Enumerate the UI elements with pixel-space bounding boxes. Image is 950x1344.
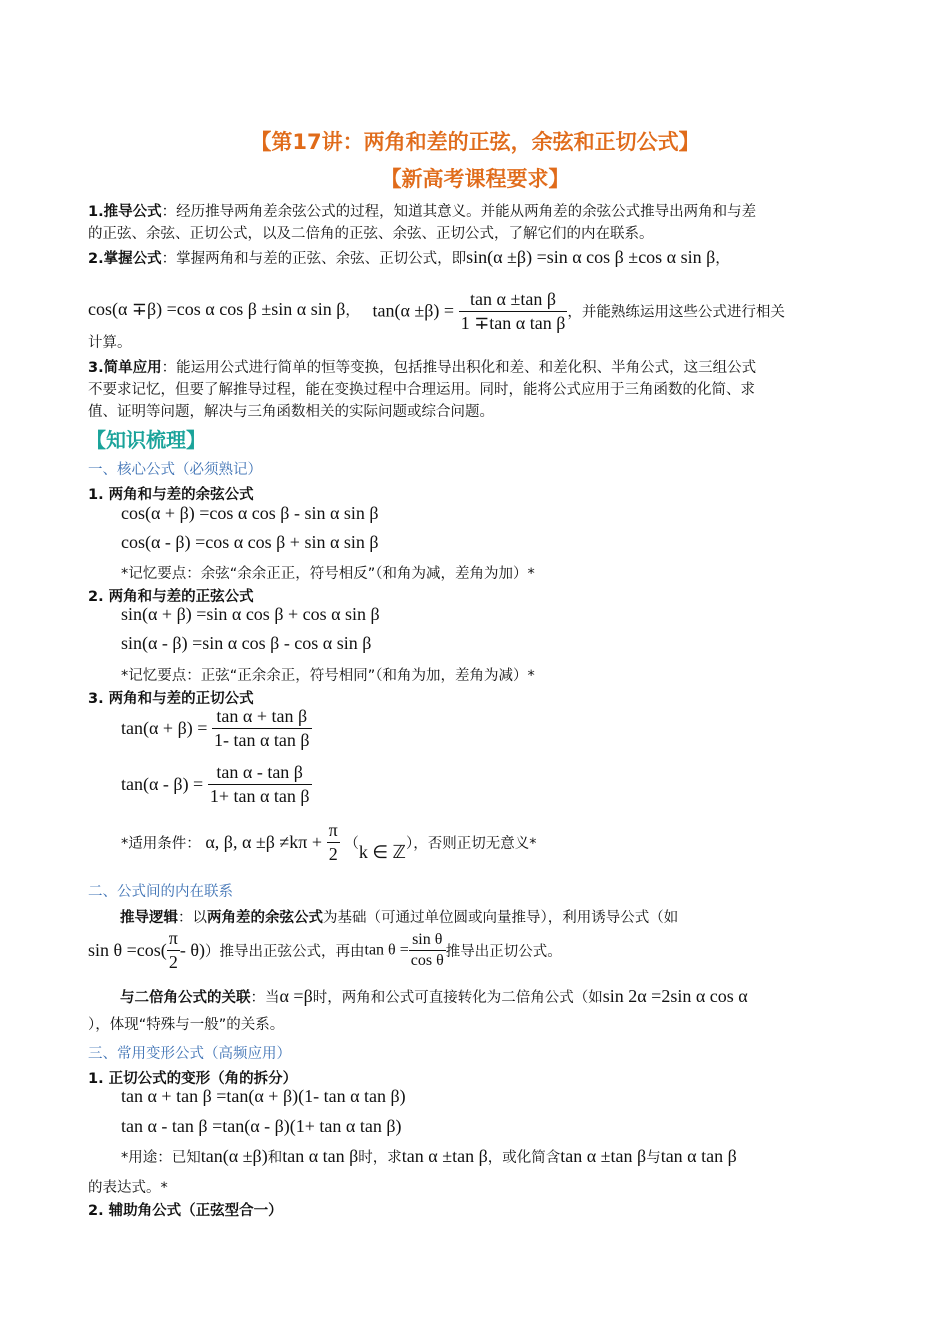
tan-condition-label: *适用条件：	[121, 836, 201, 852]
sin-double-angle: sin 2α =2sin α cos α	[602, 986, 748, 1006]
sin-over-cos	[409, 931, 446, 970]
req2-line2: cos(α ∓β) =cos α cos β ±sin α sin β， tan(α ±β) = $\frac{\text{tan α ±tan β}}{\text{1 ∓tan α tan β}}$ ，并能熟练运用这些公式进行相关	[88, 288, 785, 333]
sin-memory-note: *记忆要点：正弦“正余余正，符号相同”（和角为加，差角为减）*	[121, 668, 535, 684]
tan-usage-line1	[121, 1146, 737, 1167]
cos-diff-formula: cos(α - β) =cos α cos β + sin α sin β	[121, 532, 379, 552]
cos-sum-diff-formula: cos(α ∓β) =cos α cos β ±sin α sin β	[88, 299, 346, 319]
double-angle-line1	[120, 986, 748, 1007]
tan-diff-denominator: 1+ tan α tan β	[209, 786, 310, 806]
req2-line3: 计算。	[88, 335, 132, 351]
derivation-line1	[120, 906, 678, 927]
req1-line1	[88, 200, 756, 221]
req2-text2: ，并能熟练运用这些公式进行相关	[567, 304, 785, 321]
double-angle-line2: ），体现“特殊与一般”的关系。	[88, 1017, 285, 1033]
alpha-equals-beta: α =β	[279, 986, 313, 1006]
tan-sum-transform: tan α + tan β =tan(α + β)(1- tan α tan β)	[121, 1086, 406, 1106]
req2-line1: 2.掌握公式：掌握两角和与差的正弦、余弦、正切公式，即sin(α ±β) =sin α cos β ±cos α sin β，	[88, 247, 730, 267]
sin-sum-diff-formula: sin(α ±β) =sin α cos β ±cos α sin β	[466, 247, 716, 267]
tan-diff-lhs: tan(α - β) =	[121, 774, 204, 794]
sin-diff-formula: sin(α - β) =sin α cos β - cos α sin β	[121, 633, 372, 653]
cos-denominator: cos θ	[410, 952, 444, 969]
tan-formula-fraction	[459, 289, 568, 334]
tan-diff-transform: tan α - tan β =tan(α - β)(1+ tan α tan β)	[121, 1116, 402, 1136]
tan-sum-denominator: 1- tan α tan β	[213, 730, 310, 750]
sin-cos-identity: sin θ =cos(	[88, 940, 167, 960]
requirements-heading: 【新高考课程要求】	[380, 167, 570, 191]
usage-d: ，或化简含	[487, 1150, 561, 1166]
derivation-b: 两角差的余弦公式	[207, 910, 323, 926]
sin-cos-identity-tail: - θ)	[179, 940, 205, 960]
usage-f5: tan α tan β	[660, 1146, 737, 1166]
pi-over-two-2	[167, 928, 180, 973]
tan-condition-expr: α, β, α ±β ≠kπ +	[205, 832, 323, 852]
usage-a: *用途：已知	[121, 1150, 201, 1166]
usage-f4: tan α ±tan β	[560, 1146, 647, 1166]
req3-label: 3.简单应用	[88, 360, 162, 376]
req3-line2: 不要求记忆，但要了解推导过程，能在变换过程中合理运用。同时，能将公式应用于三角函数的化简、求	[88, 382, 755, 398]
req3-text1: ：能运用公式进行简单的恒等变换，包括推导出积化和差、和差化积、半角公式，这三组公式	[161, 360, 757, 376]
tan-diff-formula	[121, 762, 312, 807]
usage-b: 和	[267, 1150, 283, 1166]
req1-line2: 的正弦、余弦、正切公式，以及二倍角的正弦、余弦、正切公式，了解它们的内在联系。	[88, 226, 654, 242]
req1-label: 1.推导公式	[88, 204, 162, 220]
cos-memory-note: *记忆要点：余弦“余余正正，符号相反”（和角为减，差角为加）*	[121, 566, 535, 582]
usage-f1: tan(α ±β)	[200, 1146, 268, 1166]
cos-sum-formula: cos(α + β) =cos α cos β - sin α sin β	[121, 503, 379, 523]
two-denominator: 2	[328, 844, 338, 864]
tan-def-lhs: tan θ =	[364, 941, 409, 959]
sin-sum-formula: sin(α + β) =sin α cos β + cos α sin β	[121, 604, 380, 624]
knowledge-heading: 【知识梳理】	[86, 428, 206, 452]
item-tan-title: 3. 两角和与差的正切公式	[88, 691, 254, 707]
auxiliary-angle-title: 2. 辅助角公式（正弦型合一）	[88, 1203, 283, 1219]
derivation-d: ）推导出正弦公式，再由	[205, 944, 365, 960]
req1-text1: ：经历推导两角差余弦公式的过程，知道其意义。并能从两角差的余弦公式推导出两角和与差	[161, 204, 757, 220]
usage-f2: tan α tan β	[282, 1146, 359, 1166]
two-denominator-2: 2	[168, 952, 178, 972]
pi-numerator: π	[327, 820, 340, 843]
usage-c: 时，求	[358, 1150, 402, 1166]
item-sin-title: 2. 两角和与差的正弦公式	[88, 589, 254, 605]
tan-sum-formula	[121, 706, 312, 751]
tan-sum-numerator: tan α + tan β	[212, 706, 312, 729]
section1-heading: 一、核心公式（必须熟记）	[88, 462, 262, 478]
tan-formula-denominator: 1 ∓tan α tan β	[460, 312, 566, 333]
usage-e: 与	[646, 1150, 661, 1166]
tan-transform-title: 1. 正切公式的变形（角的拆分）	[88, 1071, 298, 1087]
k-in-integers: k ∈ ℤ	[358, 842, 406, 862]
tan-formula-lhs: tan(α ±β) =	[372, 300, 455, 321]
double-angle-a: ：当	[250, 990, 280, 1006]
tan-sum-lhs: tan(α + β) =	[121, 718, 208, 738]
derivation-a: ：以	[178, 910, 207, 926]
req2-label: 2.掌握公式	[88, 251, 162, 267]
section3-heading: 三、常用变形公式（高频应用）	[88, 1046, 291, 1062]
derivation-label: 推导逻辑	[120, 910, 178, 926]
item-cos-title: 1. 两角和与差的余弦公式	[88, 487, 254, 503]
usage-f3: tan α ±tan β	[401, 1146, 488, 1166]
req3-line3: 值、证明等问题，解决与三角函数相关的实际问题或综合问题。	[88, 404, 494, 420]
req2-text1: ：掌握两角和与差的正弦、余弦、正切公式，即	[161, 251, 467, 267]
tan-diff-numerator: tan α - tan β	[208, 762, 312, 785]
tan-sum-fraction	[212, 706, 312, 751]
tan-formula-numerator: tan α ±tan β	[459, 289, 568, 312]
pi-numerator-2: π	[167, 928, 180, 951]
tan-condition	[121, 820, 536, 865]
tan-diff-fraction	[208, 762, 312, 807]
double-angle-b: 时，两角和公式可直接转化为二倍角公式（如	[312, 990, 603, 1006]
tan-usage-line2: 的表达式。*	[88, 1180, 168, 1196]
lecture-title: 【第17讲：两角和差的正弦，余弦和正切公式】	[250, 130, 700, 154]
req3-line1	[88, 356, 756, 377]
double-angle-label: 与二倍角公式的关联	[120, 990, 251, 1006]
derivation-line2	[88, 928, 562, 973]
pi-over-two	[327, 820, 340, 865]
derivation-c: 为基础（可通过单位圆或向量推导），利用诱导公式（如	[323, 910, 679, 926]
tan-condition-paren: （	[344, 836, 359, 852]
section2-heading: 二、公式间的内在联系	[88, 884, 233, 900]
sin-numerator: sin θ	[409, 931, 446, 951]
derivation-e: 推导出正切公式。	[445, 944, 562, 960]
tan-condition-tail: ），否则正切无意义*	[405, 836, 537, 852]
